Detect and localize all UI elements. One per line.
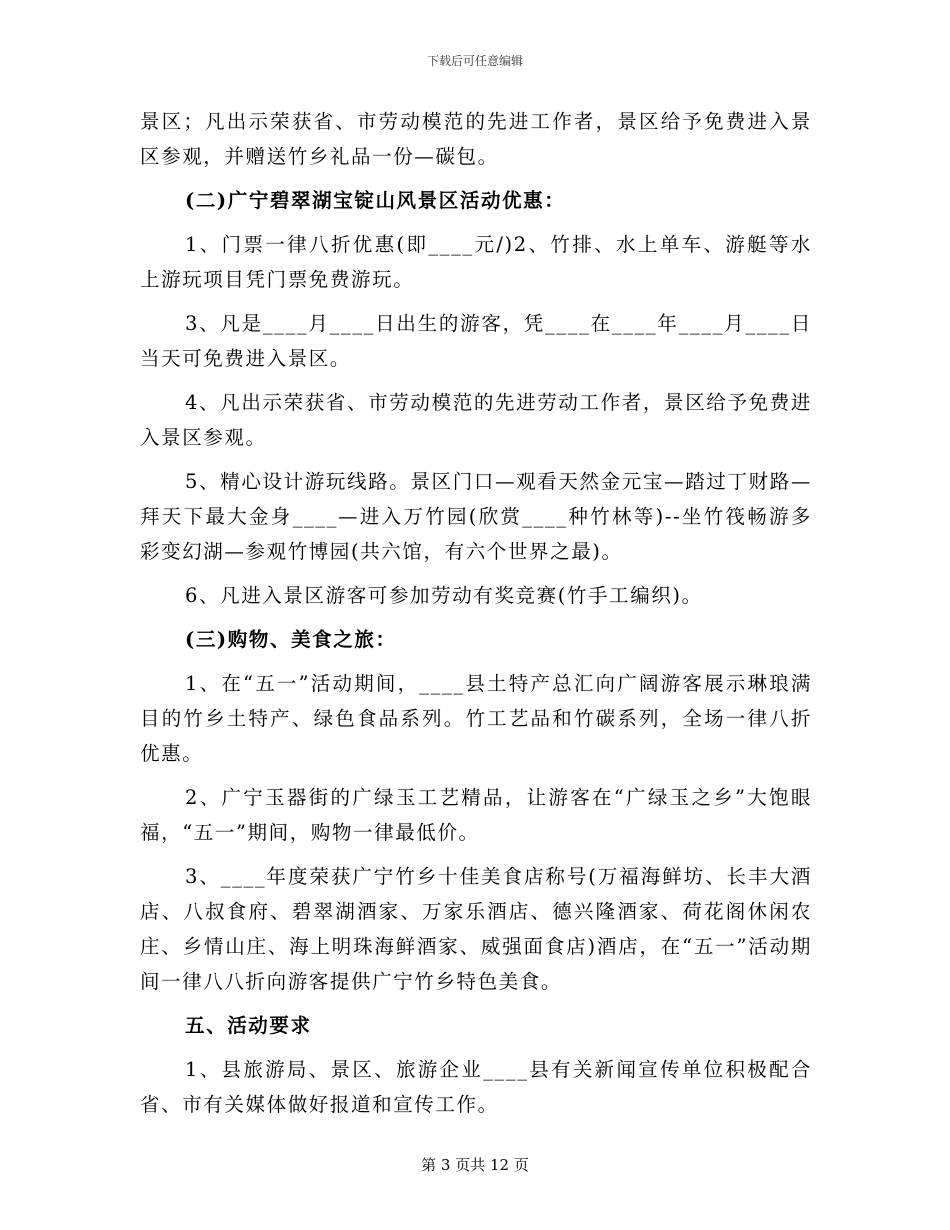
page-footer: 第 3 页共 12 页	[421, 1156, 529, 1174]
page-header: 下载后可任意编辑	[426, 54, 523, 68]
paragraph-scenic-continued: 景区；凡出示荣获省、市劳动模范的先进工作者，景区给予免费进入景区参观，并赠送竹乡礼品一份—碳包。	[140, 110, 812, 168]
document-body	[140, 104, 812, 1131]
paragraph-ticket-discount: 1、门票一律八折优惠(即____元/)2、竹排、水上单车、游艇等水上游玩项目凭门票免费游玩。	[140, 233, 812, 291]
paragraph-local-specialties: 1、在“五一”活动期间，____县土特产总汇向广阔游客展示琳琅满目的竹乡土特产、绿色食品系列。竹工艺品和竹碳系列，全场一律八折优惠。	[140, 672, 812, 765]
paragraph-top-restaurants: 3、____年度荣获广宁竹乡十佳美食店称号(万福海鲜坊、长丰大酒店、八叔食府、碧翠湖酒家、万家乐酒店、德兴隆酒家、荷花阁休闲农庄、乡情山庄、海上明珠海鲜酒家、威强面食店)酒店，在“五一”活动期间一律八八折向游客提供广宁竹乡特色美食。	[140, 865, 812, 993]
paragraph-labor-contest: 6、凡进入景区游客可参加劳动有奖竞赛(竹手工编织)。	[185, 584, 703, 607]
section-heading-shopping-food: (三)购物、美食之旅：	[185, 628, 397, 651]
paragraph-birthday-free: 3、凡是____月____日出生的游客，凭____在____年____月____日当天可免费进入景区。	[140, 312, 812, 370]
paragraph-media-coordination: 1、县旅游局、景区、旅游企业____县有关新闻宣传单位积极配合省、市有关媒体做好报道和宣传工作。	[140, 1058, 812, 1116]
section-heading-requirements: 五、活动要求	[185, 1014, 312, 1037]
paragraph-tour-route: 5、精心设计游玩线路。景区门口—观看天然金元宝—踏过丁财路—拜天下最大金身____—进入万竹园(欣赏____种竹林等)--坐竹筏畅游多彩变幻湖—参观竹博园(共六馆，有六个世界之最)。	[140, 470, 812, 563]
paragraph-jade-street: 2、广宁玉器街的广绿玉工艺精品，让游客在“广绿玉之乡”大饱眼福，“五一”期间，购物一律最低价。	[140, 786, 812, 844]
section-heading-bicui-lake: (二)广宁碧翠湖宝锭山风景区活动优惠：	[185, 189, 566, 212]
paragraph-model-worker-free: 4、凡出示荣获省、市劳动模范的先进劳动工作者，景区给予免费进入景区参观。	[140, 391, 812, 449]
